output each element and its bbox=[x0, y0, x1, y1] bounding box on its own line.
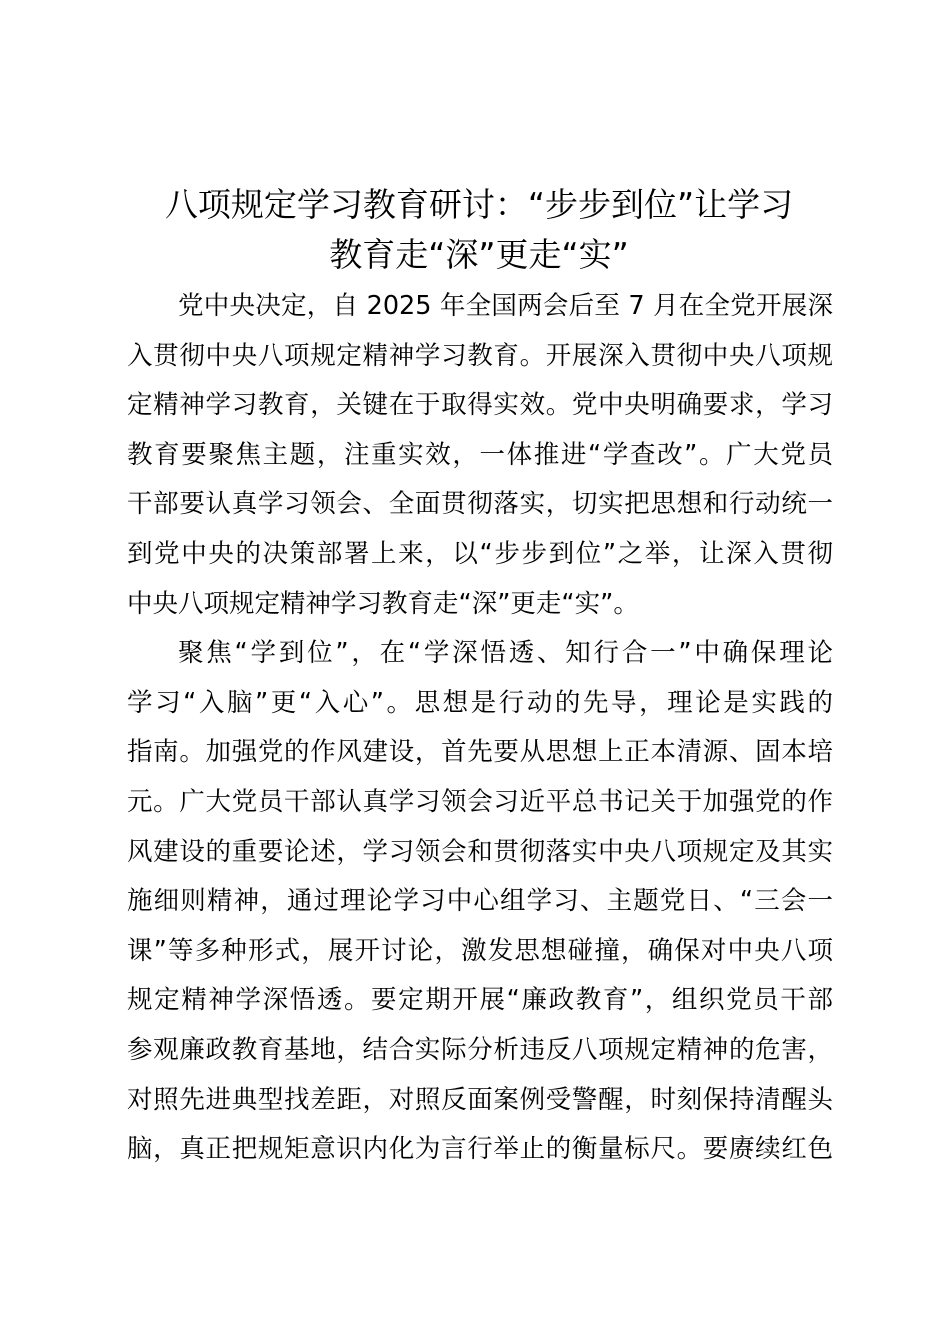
paragraph-line: 指南。加强党的作风建设，首先要从思想上正本清源、固本培 bbox=[127, 737, 833, 768]
paragraph-line: 对照先进典型找差距，对照反面案例受警醒，时刻保持清醒头 bbox=[127, 1084, 833, 1115]
paragraph-line: 聚焦“学到位”，在“学深悟透、知行合一”中确保理论 bbox=[178, 638, 833, 669]
paragraph-line: 学习“入脑”更“入心”。思想是行动的先导，理论是实践的 bbox=[127, 687, 833, 718]
paragraph-2 bbox=[127, 629, 833, 1175]
paragraph-line: 规定精神学深悟透。要定期开展“廉政教育”，组织党员干部 bbox=[127, 985, 833, 1016]
paragraph-line: 施细则精神，通过理论学习中心组学习、主题党日、“三会一 bbox=[127, 886, 833, 917]
paragraph-line: 脑，真正把规矩意识内化为言行举止的衡量标尺。要赓续红色 bbox=[127, 1134, 833, 1165]
document-body bbox=[127, 282, 833, 1175]
paragraph-line: 定精神学习教育，关键在于取得实效。党中央明确要求，学习 bbox=[127, 390, 833, 421]
paragraph-line: 风建设的重要论述，学习领会和贯彻落实中央八项规定及其实 bbox=[127, 836, 833, 867]
paragraph-line: 党中央决定，自 2025 年全国两会后至 7 月在全党开展深 bbox=[178, 291, 833, 321]
paragraph-line: 到党中央的决策部署上来，以“步步到位”之举，让深入贯彻 bbox=[127, 538, 833, 569]
paragraph-line: 元。广大党员干部认真学习领会习近平总书记关于加强党的作 bbox=[127, 786, 833, 817]
paragraph-line: 入贯彻中央八项规定精神学习教育。开展深入贯彻中央八项规 bbox=[127, 340, 833, 371]
paragraph-line: 干部要认真学习领会、全面贯彻落实，切实把思想和行动统一 bbox=[127, 489, 833, 520]
paragraph-1 bbox=[127, 282, 833, 629]
paragraph-line: 教育要聚焦主题，注重实效，一体推进“学查改”。广大党员 bbox=[127, 439, 833, 470]
document-title bbox=[110, 180, 848, 280]
paragraph-line: 参观廉政教育基地，结合实际分析违反八项规定精神的危害， bbox=[127, 1034, 833, 1065]
paragraph-line: 中央八项规定精神学习教育走“深”更走“实”。 bbox=[127, 588, 639, 619]
paragraph-line: 课”等多种形式，展开讨论，激发思想碰撞，确保对中央八项 bbox=[127, 935, 833, 966]
title-line-1: 八项规定学习教育研讨：“步步到位”让学习 bbox=[164, 185, 794, 224]
title-line-2: 教育走“深”更走“实” bbox=[329, 235, 629, 274]
